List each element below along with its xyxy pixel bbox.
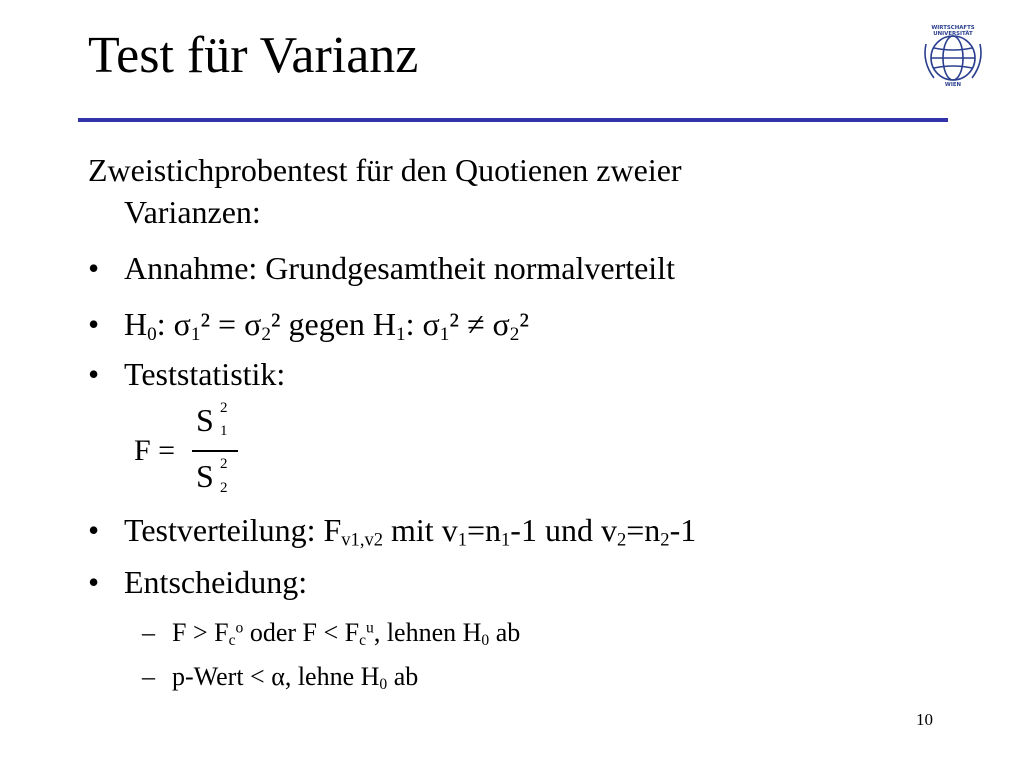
numerator-s: S bbox=[196, 402, 214, 438]
bullet-dot-icon: • bbox=[88, 306, 100, 342]
en-dash-icon: – bbox=[142, 618, 155, 647]
bullet-dot-icon: • bbox=[88, 250, 100, 286]
intro-line-1: Zweistichprobentest für den Quotienen zweier bbox=[88, 152, 682, 188]
slide-title: Test für Varianz bbox=[88, 27, 419, 84]
bullet-dot-icon: • bbox=[88, 512, 100, 548]
bullet-dot-icon: • bbox=[88, 564, 100, 600]
formula-lhs: F = bbox=[134, 434, 176, 467]
decision-p-value: p-Wert < α, lehne $H_0$ ab bbox=[172, 662, 419, 693]
numerator-sub: 1 bbox=[220, 423, 228, 439]
f-statistic-formula bbox=[134, 398, 254, 504]
bullet-test-statistic: Teststatistik: bbox=[124, 356, 286, 392]
denominator-sub: 2 bbox=[220, 480, 228, 496]
svg-text:WIEN: WIEN bbox=[944, 82, 962, 88]
denominator-s: S bbox=[196, 458, 214, 494]
intro-line-2: Varianzen: bbox=[124, 194, 261, 230]
bullet-hypotheses: $H_0$: $\sigma_1^2 = \sigma_2^2$ gegen $H_1$: $\sigma_1^2 \ne \sigma_2^2$ bbox=[124, 306, 529, 345]
bullet-decision: Entscheidung: bbox=[124, 564, 308, 600]
en-dash-icon: – bbox=[142, 662, 155, 691]
numerator-sup: 2 bbox=[220, 400, 228, 416]
decision-critical-values: $F > F_c^o$ oder $F < F_c^u$, lehnen $H_0$ ab bbox=[172, 618, 521, 649]
bullet-assumption: Annahme: Grundgesamtheit normalverteilt bbox=[124, 250, 675, 286]
svg-text:UNIVERSITÄT: UNIVERSITÄT bbox=[933, 31, 973, 37]
page-number: 10 bbox=[916, 710, 933, 729]
bullet-dot-icon: • bbox=[88, 356, 100, 392]
bullet-test-distribution: Testverteilung: Fv1,v2 mit v1=n1-1 und v2=n2-1 bbox=[124, 512, 697, 551]
title-divider bbox=[78, 118, 948, 122]
denominator-sup: 2 bbox=[220, 456, 228, 472]
fraction-bar bbox=[192, 450, 238, 452]
svg-text:WIRTSCHAFTS: WIRTSCHAFTS bbox=[931, 25, 975, 31]
university-logo bbox=[920, 22, 986, 88]
